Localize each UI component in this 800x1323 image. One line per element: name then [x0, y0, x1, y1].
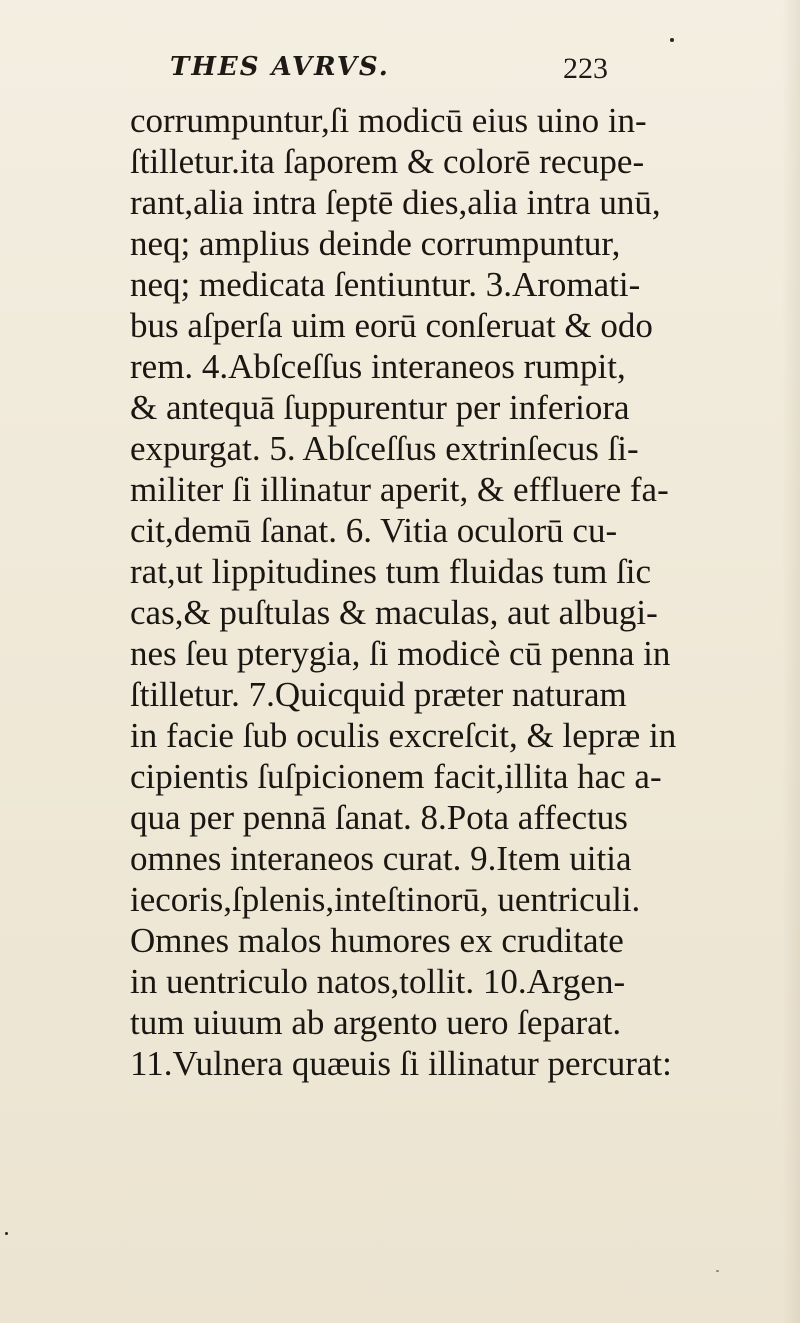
text-line: omnes interaneos curat. 9.Item uitia	[130, 839, 632, 878]
text-line: neq; amplius deinde corrumpuntur,	[130, 224, 621, 263]
body-text	[130, 100, 677, 1084]
text-line: qua per pennā ſanat. 8.Pota affectus	[130, 798, 628, 837]
text-line: cipientis ſuſpicionem facit,illita hac a-	[130, 757, 662, 796]
text-line: 11.Vulnera quæuis ſi illinatur percurat:	[130, 1044, 672, 1083]
ink-speck	[716, 1270, 719, 1272]
text-line: ſtilletur. 7.Quicquid præter naturam	[130, 675, 627, 714]
text-line: neq; medicata ſentiuntur. 3.Aromati-	[130, 265, 641, 304]
text-line: in uentriculo natos,tollit. 10.Argen-	[130, 962, 626, 1001]
page-number: 223	[563, 52, 608, 85]
text-line: rem. 4.Abſceſſus interaneos rumpit,	[130, 347, 626, 386]
ink-speck	[5, 1232, 8, 1235]
text-line: corrumpuntur,ſi modicū eius uino in-	[130, 101, 647, 140]
text-line: cas,& puſtulas & maculas, aut albugi-	[130, 593, 658, 632]
text-line: nes ſeu pterygia, ſi modicè cū penna in	[130, 634, 671, 673]
page-header	[0, 52, 800, 92]
text-line: cit,demū ſanat. 6. Vitia oculorū cu-	[130, 511, 618, 550]
ink-speck	[670, 38, 674, 42]
text-line: rat,ut lippitudines tum fluidas tum ſic	[130, 552, 652, 591]
text-line: in facie ſub oculis excreſcit, & lepræ in	[130, 716, 677, 755]
text-line: rant,alia intra ſeptē dies,alia intra unū,	[130, 183, 661, 222]
text-line: bus aſperſa uim eorū conſeruat & odo	[130, 306, 653, 345]
running-title: THES AVRVS.	[170, 52, 390, 82]
text-line: Omnes malos humores ex cruditate	[130, 921, 624, 960]
text-line: iecoris,ſplenis,inteſtinorū, uentriculi.	[130, 880, 641, 919]
text-line: ſtilletur.ita ſaporem & colorē recupe-	[130, 142, 645, 181]
page-edge-shadow	[782, 0, 800, 1323]
text-line: expurgat. 5. Abſceſſus extrinſecus ſi-	[130, 429, 639, 468]
text-line: militer ſi illinatur aperit, & effluere fa-	[130, 470, 669, 509]
text-line: tum uiuum ab argento uero ſeparat.	[130, 1003, 622, 1042]
text-line: & antequā ſuppurentur per inferiora	[130, 388, 630, 427]
